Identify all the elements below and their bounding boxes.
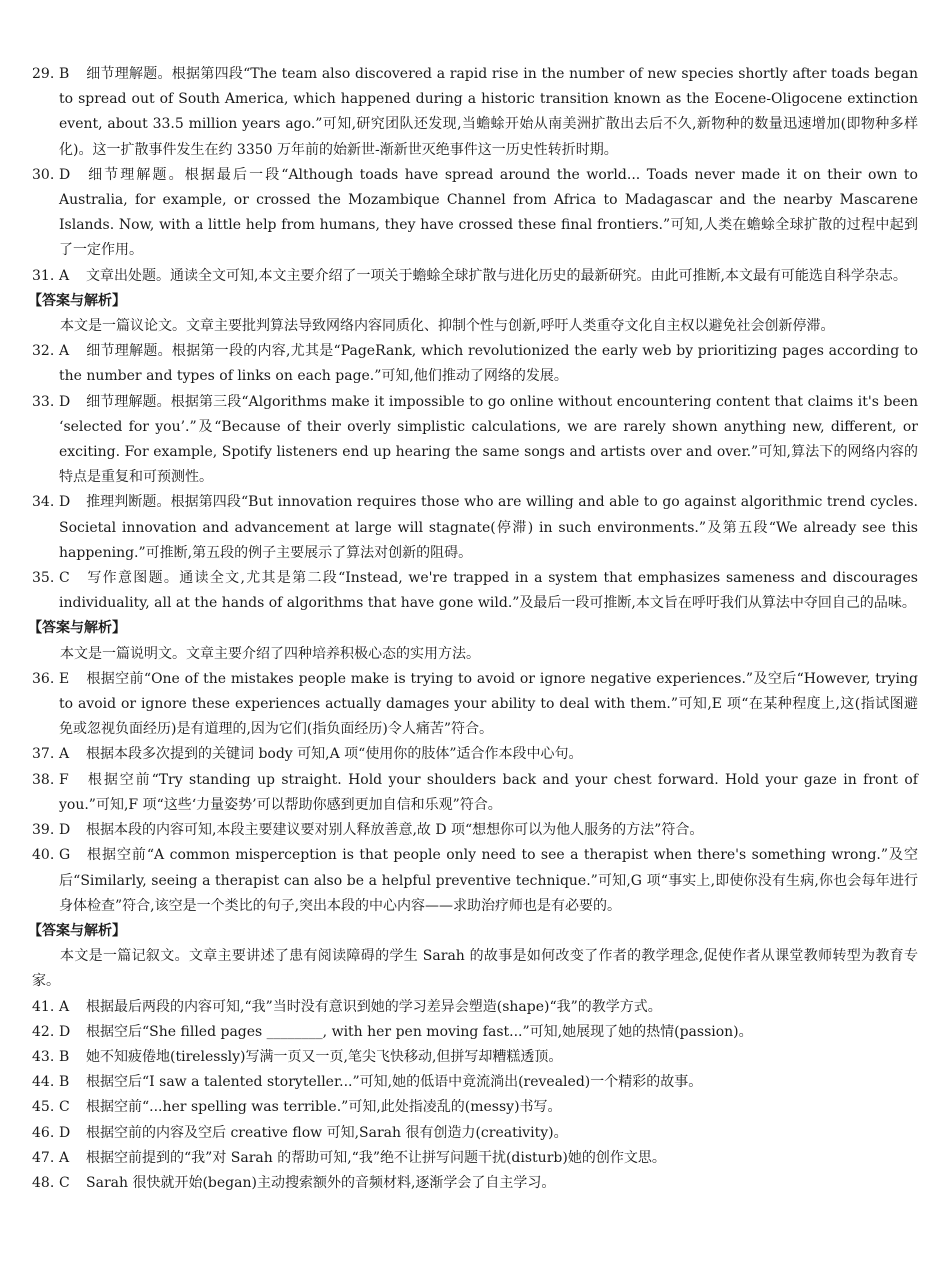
item-answer: D [59, 166, 71, 183]
item-answer: A [59, 343, 70, 360]
answer-item [32, 62, 918, 163]
answer-item [32, 1095, 918, 1120]
item-explanation: 细节理解题。根据第三段“Algorithms make it impossible to go online without encountering content that claims it's been ‘selected for you’.”及“Because of their overly simplistic calculations, we are rarely shown anything new, different, or exciting. For example, Spotify listeners end up hearing the same songs and artists over and over.”可知,算法下的网络内容的特点是重复和可预测性。 [59, 393, 918, 486]
answer-item [32, 995, 918, 1020]
item-number: 48. [32, 1174, 55, 1191]
answer-item [32, 1070, 918, 1095]
item-number: 34. [32, 494, 55, 511]
item-answer: B [59, 66, 70, 82]
item-number: 29. [32, 66, 55, 82]
answer-item [32, 163, 918, 264]
item-explanation: 根据空后“I saw a talented storyteller...”可知,她的低语中竟流淌出(revealed)一个精彩的故事。 [86, 1074, 703, 1091]
answer-list [28, 62, 918, 1221]
item-number: 38. [32, 771, 55, 788]
item-number: 41. [32, 998, 55, 1015]
item-answer: A [59, 1149, 70, 1166]
answer-item [32, 1045, 918, 1070]
passage-summary: 本文是一篇说明文。文章主要介绍了四种培养积极心态的实用方法。 [60, 645, 480, 662]
item-answer: C [59, 1174, 70, 1191]
item-answer: B [59, 1074, 70, 1091]
item-answer: G [59, 847, 71, 864]
answer-item [32, 1146, 918, 1171]
section-heading: 【答案与解析】 [28, 292, 126, 309]
answer-item [32, 742, 918, 767]
answer-item [32, 667, 918, 743]
passage-summary: 本文是一篇记叙文。文章主要讲述了患有阅读障碍的学生 Sarah 的故事是如何改变了作者的教学理念,促使作者从课堂教师转型为教育专家。 [32, 948, 918, 990]
item-number: 42. [32, 1023, 55, 1040]
item-explanation: 根据空前“...her spelling was terrible.”可知,此处指凌乱的(messy)书写。 [86, 1099, 562, 1116]
answer-item [32, 768, 918, 818]
item-explanation: 她不知疲倦地(tirelessly)写满一页又一页,笔尖飞快移动,但拼写却糟糕透顶。 [86, 1048, 563, 1065]
answer-item [32, 339, 918, 389]
section-heading: 【答案与解析】 [28, 620, 126, 637]
answer-item [32, 390, 918, 491]
item-number: 46. [32, 1124, 55, 1141]
item-number: 33. [32, 393, 55, 410]
item-answer: F [59, 771, 69, 788]
item-number: 40. [32, 847, 55, 864]
item-number: 31. [32, 267, 55, 284]
item-number: 39. [32, 822, 55, 839]
item-answer: D [59, 822, 71, 839]
item-explanation: 根据空前“Try standing up straight. Hold your shoulders back and your chest forward. Hold your gaze in front of you.”可知,F 项“这些‘力量姿势’可以帮助你感到更加自信和乐观”符合。 [59, 771, 918, 813]
item-answer: A [59, 746, 70, 763]
answer-item [32, 1020, 918, 1045]
answer-item [32, 1121, 918, 1146]
section-heading: 【答案与解析】 [28, 922, 126, 939]
item-answer: C [59, 1099, 70, 1116]
item-explanation: 细节理解题。根据最后一段“Although toads have spread around the world... Toads never made it on their own to Australia, for example, or crossed the Mozambique Channel from Africa to Madagascar and the nearby Mascarene Islands. Now, with a little help from humans, they have crossed these final frontiers.”可知,人类在蟾蜍全球扩散的过程中起到了一定作用。 [59, 166, 918, 259]
item-explanation: 根据最后两段的内容可知,“我”当时没有意识到她的学习差异会塑造(shape)“我”的教学方式。 [86, 998, 662, 1015]
answer-item [32, 1171, 918, 1196]
item-explanation: 根据空前提到的“我”对 Sarah 的帮助可知,“我”绝不让拼写问题干扰(disturb)她的创作文思。 [86, 1149, 666, 1166]
item-answer: D [59, 1023, 71, 1040]
item-answer: D [59, 1124, 71, 1141]
item-answer: E [59, 670, 70, 687]
item-number: 35. [32, 570, 55, 587]
item-answer: A [59, 998, 70, 1015]
item-explanation: 根据本段多次提到的关键词 body 可知,A 项“使用你的肢体”适合作本段中心句。 [86, 746, 583, 763]
answer-item [32, 264, 918, 289]
item-number: 37. [32, 746, 55, 763]
item-explanation: 根据本段的内容可知,本段主要建议要对别人释放善意,故 D 项“想想你可以为他人服务的方法”符合。 [86, 822, 704, 839]
item-number: 45. [32, 1099, 55, 1116]
item-answer: D [59, 393, 71, 410]
item-answer: C [59, 570, 70, 587]
item-explanation: 根据空前“One of the mistakes people make is trying to avoid or ignore negative experiences.”及空后“However, trying to avoid or ignore these experiences actually damages your ability to deal with them.”可知,E 项“在某种程度上,这(指试图避免或忽视负面经历)是有道理的,因为它们(指负面经历)令人痛苦”符合。 [59, 670, 918, 738]
item-number: 32. [32, 343, 55, 360]
answer-item [32, 843, 918, 919]
item-answer: B [59, 1048, 70, 1065]
item-number: 36. [32, 670, 55, 687]
item-explanation: 写作意图题。通读全文,尤其是第二段“Instead, we're trapped in a system that emphasizes sameness and discourages individuality, all at the hands of algorithms that have gone wild.”及最后一段可推断,本文旨在呼吁我们从算法中夺回自己的品味。 [59, 570, 918, 612]
item-explanation: 根据空后“She filled pages ________, with her pen moving fast...”可知,她展现了她的热情(passion)。 [86, 1023, 753, 1040]
item-number: 44. [32, 1074, 55, 1091]
item-explanation: 根据空前“A common misperception is that people only need to see a therapist when there's something wrong.”及空后“Similarly, seeing a therapist can also be a helpful preventive technique.”可知,G 项“事实上,即使你没有生病,你也会每年进行身体检查”符合,该空是一个类比的句子,突出本段的中心内容——求助治疗师也是有必要的。 [59, 847, 918, 914]
item-number: 30. [32, 166, 55, 183]
item-explanation: 细节理解题。根据第一段的内容,尤其是“PageRank, which revolutionized the early web by prioritizing pages according to the number and types of links on each page.”可知,他们推动了网络的发展。 [59, 343, 918, 385]
item-explanation: 细节理解题。根据第四段“The team also discovered a rapid rise in the number of new species shortly after toads began to spread out of South America, which happened during a historic transition known as the Eocene-Oligocene extinction event, about 33.5 million years ago.”可知,研究团队还发现,当蟾蜍开始从南美洲扩散出去后不久,新物种的数量迅速增加(即物种多样化)。这一扩散事件发生在约 3350 万年前的始新世-渐新世灭绝事件这一历史性转折时期。 [59, 66, 918, 158]
item-number: 47. [32, 1149, 55, 1166]
answer-item [32, 1196, 918, 1221]
item-answer: A [59, 267, 70, 284]
item-answer: D [59, 494, 71, 511]
item-explanation: 根据空前的内容及空后 creative flow 可知,Sarah 很有创造力(creativity)。 [86, 1124, 568, 1141]
item-explanation: Sarah 很快就开始(began)主动搜索额外的音频材料,逐渐学会了自主学习。 [86, 1174, 556, 1191]
answer-item [32, 490, 918, 566]
answer-item [32, 818, 918, 843]
item-explanation: 文章出处题。通读全文可知,本文主要介绍了一项关于蟾蜍全球扩散与进化历史的最新研究。由此可推断,本文最有可能选自科学杂志。 [86, 267, 907, 284]
item-explanation: 推理判断题。根据第四段“But innovation requires those who are willing and able to go against algorithmic trend cycles. Societal innovation and advancement at large will stagnate(停滞) in such environments.”及第五段“We already see this happening.”可推断,第五段的例子主要展示了算法对创新的阻碍。 [59, 494, 918, 561]
passage-summary: 本文是一篇议论文。文章主要批判算法导致网络内容同质化、抑制个性与创新,呼吁人类重夺文化自主权以避免社会创新停滞。 [60, 318, 835, 335]
item-number: 43. [32, 1048, 55, 1065]
answer-item [32, 566, 918, 616]
